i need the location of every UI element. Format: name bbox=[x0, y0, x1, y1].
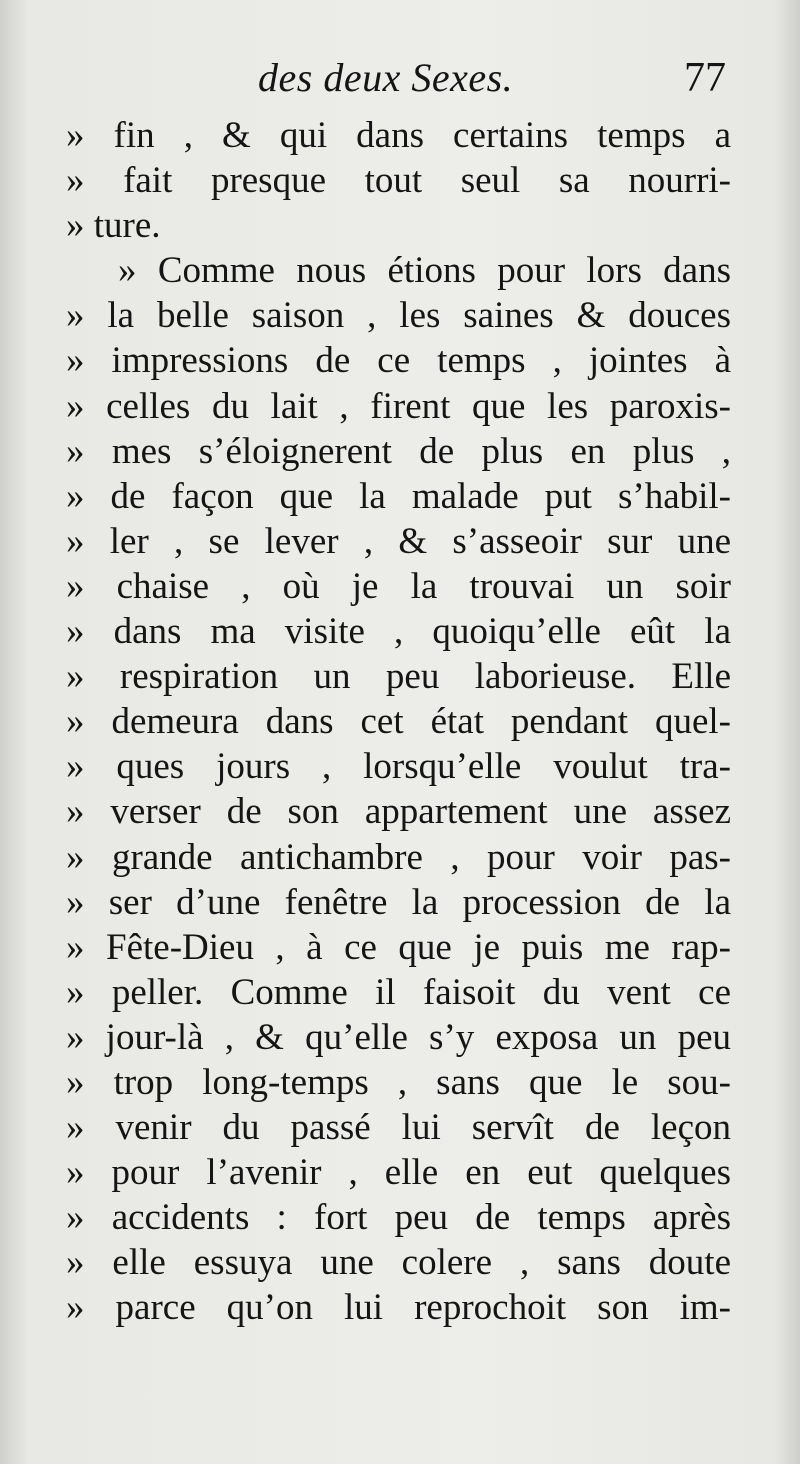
page-header bbox=[0, 48, 800, 108]
text-line: » demeura dans cet état pendant quel- bbox=[66, 701, 731, 743]
text-line: » peller. Comme il faisoit du vent ce bbox=[66, 971, 731, 1013]
text-line: » mes s’éloignerent de plus en plus , bbox=[66, 430, 731, 472]
text-line: » venir du passé lui servît de leçon bbox=[66, 1107, 731, 1149]
text-line: » jour-là , & qu’elle s’y exposa un peu bbox=[66, 1016, 731, 1058]
text-line: » la belle saison , les saines & douces bbox=[66, 295, 731, 337]
text-line: » elle essuya une colere , sans doute bbox=[66, 1242, 731, 1284]
body-text bbox=[66, 113, 731, 1331]
text-line: » parce qu’on lui reprochoit son im- bbox=[66, 1287, 731, 1329]
text-line: » accidents : fort peu de temps après bbox=[66, 1197, 731, 1239]
text-line: » impressions de ce temps , jointes à bbox=[66, 340, 731, 382]
text-line: » de façon que la malade put s’habil- bbox=[66, 475, 731, 517]
text-line: » dans ma visite , quoiqu’elle eût la bbox=[66, 611, 731, 653]
text-line: » ler , se lever , & s’asseoir sur une bbox=[66, 520, 731, 562]
text-line: » fin , & qui dans certains temps a bbox=[66, 115, 731, 156]
text-line: » fait presque tout seul sa nourri- bbox=[66, 160, 731, 202]
text-line: » pour l’avenir , elle en eut quelques bbox=[66, 1152, 731, 1194]
text-line: » chaise , où je la trouvai un soir bbox=[66, 565, 731, 607]
text-line: » Fête-Dieu , à ce que je puis me rap- bbox=[66, 926, 731, 968]
text-line: » ture. bbox=[66, 205, 161, 247]
text-line: » verser de son appartement une assez bbox=[66, 791, 731, 833]
text-line: » grande antichambre , pour voir pas- bbox=[66, 836, 731, 878]
page-number: 77 bbox=[684, 55, 726, 101]
paragraph-first-line: » Comme nous étions pour lors dans bbox=[118, 250, 731, 292]
text-line: » trop long-temps , sans que le sou- bbox=[66, 1061, 731, 1103]
text-line: » ser d’une fenêtre la procession de la bbox=[66, 881, 731, 923]
text-line: » respiration un peu laborieuse. Elle bbox=[66, 656, 731, 698]
running-title: des deux Sexes. bbox=[258, 55, 514, 100]
text-line: » ques jours , lorsqu’elle voulut tra- bbox=[66, 746, 731, 788]
text-line: » celles du lait , firent que les paroxis- bbox=[66, 385, 731, 427]
